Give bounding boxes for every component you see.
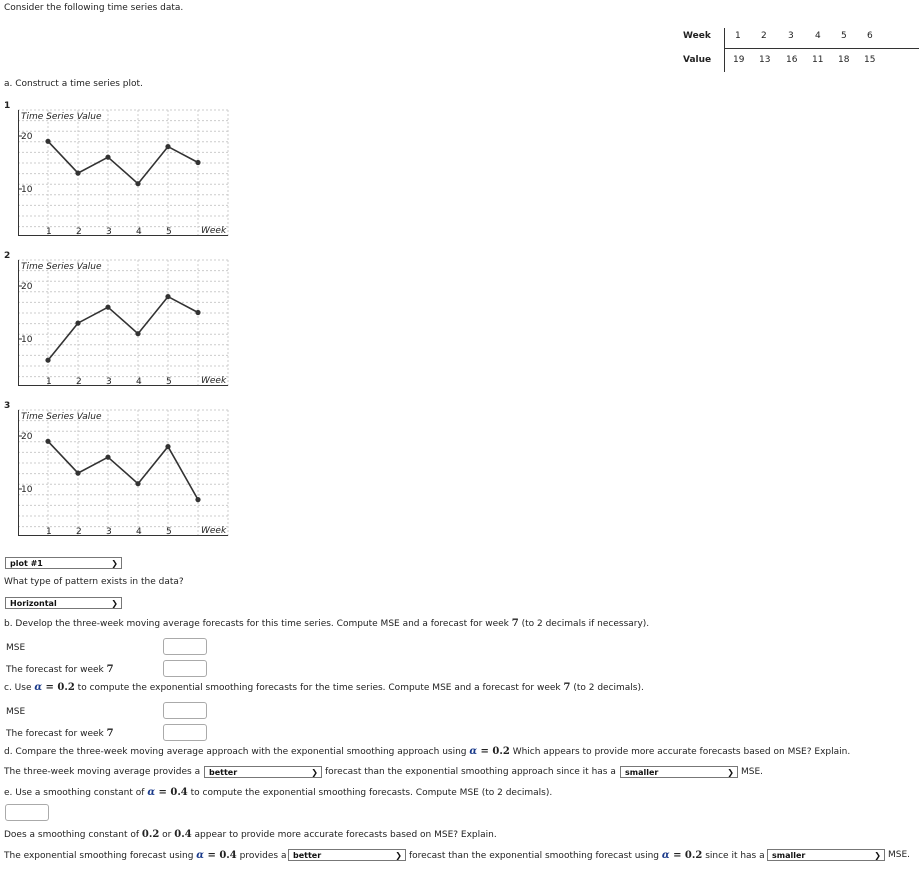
part-c-week: 7 xyxy=(563,682,571,693)
x-tick-label: 3 xyxy=(106,227,112,237)
alpha-value: = 0.4 xyxy=(155,787,188,798)
data-point xyxy=(105,305,110,310)
part-b-prompt-tail: (to 2 decimals if necessary). xyxy=(518,619,650,629)
part-c-mse-input[interactable] xyxy=(163,702,207,719)
part-e-accuracy-value: better xyxy=(293,851,322,860)
part-e-sentence-start xyxy=(4,850,286,861)
part-b-prompt xyxy=(4,618,649,629)
part-b-forecast-input[interactable] xyxy=(163,660,207,677)
table-week-cell: 5 xyxy=(841,31,847,41)
part-b-forecast-label xyxy=(6,664,114,675)
part-d-sentence-end: MSE. xyxy=(741,767,764,777)
x-tick-label: 1 xyxy=(46,227,52,237)
data-point xyxy=(135,481,140,486)
chevron-down-icon: ❯ xyxy=(311,768,318,777)
part-e-sentence-end: MSE. xyxy=(888,850,911,860)
x-tick-label: 1 xyxy=(46,527,52,537)
x-tick-label: 3 xyxy=(106,527,112,537)
data-point xyxy=(135,331,140,336)
part-d-accuracy-select[interactable] xyxy=(204,766,322,778)
table-value-cell: 18 xyxy=(838,55,850,65)
part-c-forecast-input[interactable] xyxy=(163,724,207,741)
part-e-mse-select[interactable] xyxy=(767,849,885,861)
part-d-mse-select[interactable] xyxy=(620,766,738,778)
plot-svg xyxy=(18,258,230,388)
table-value-cell: 13 xyxy=(759,55,771,65)
plot-title: Time Series Value xyxy=(21,112,102,122)
part-c-prompt-mid: to compute the exponential smoothing forecasts for the time series. Compute MSE and a forecast for week xyxy=(74,683,564,693)
time-series-plot-3[interactable] xyxy=(18,408,230,538)
alpha-symbol: α xyxy=(34,682,43,693)
table-week-cell: 6 xyxy=(867,31,873,41)
x-tick-label: 2 xyxy=(76,527,82,537)
x-tick-label: 5 xyxy=(166,527,172,537)
alpha-value: = 0.2 xyxy=(42,682,75,693)
alpha-symbol: α xyxy=(147,787,156,798)
part-e-sentence-mid xyxy=(409,850,765,861)
table-value-cell: 16 xyxy=(786,55,798,65)
x-tick-label: 4 xyxy=(136,377,142,387)
part-d-accuracy-value: better xyxy=(209,768,238,777)
series-line xyxy=(48,297,198,361)
x-tick-label: 4 xyxy=(136,527,142,537)
data-point xyxy=(75,471,80,476)
part-a-prompt: a. Construct a time series plot. xyxy=(4,79,143,89)
part-e-mse-input[interactable] xyxy=(5,804,49,821)
table-value-cell: 11 xyxy=(812,55,824,65)
alpha-value: = 0.2 xyxy=(669,850,703,861)
series-line xyxy=(48,441,198,499)
plot-choice-value: plot #1 xyxy=(10,559,43,568)
pattern-question: What type of pattern exists in the data? xyxy=(4,577,184,587)
x-tick-label: 5 xyxy=(166,377,172,387)
table-week-cell: 1 xyxy=(735,31,741,41)
table-divider-h xyxy=(724,48,919,49)
x-tick-label: 2 xyxy=(76,227,82,237)
data-point xyxy=(135,181,140,186)
plot-svg xyxy=(18,108,230,238)
part-c-prompt-text: c. Use xyxy=(4,683,35,693)
part-d-sentence-start: The three-week moving average provides a xyxy=(4,767,201,777)
x-axis-label: Week xyxy=(201,226,227,236)
part-e-question-text: Does a smoothing constant of xyxy=(4,830,142,840)
part-b-week: 7 xyxy=(511,618,519,629)
y-tick-label: 20 xyxy=(21,282,33,292)
x-tick-label: 1 xyxy=(46,377,52,387)
part-b-prompt-text: b. Develop the three-week moving average forecasts for this time series. Compute MSE and a forecast for week xyxy=(4,619,512,629)
part-d-prompt-text: d. Compare the three-week moving average approach with the exponential smoothing approach using xyxy=(4,747,470,757)
data-point xyxy=(45,139,50,144)
time-series-plot-2[interactable] xyxy=(18,258,230,388)
x-tick-label: 3 xyxy=(106,377,112,387)
chevron-down-icon: ❯ xyxy=(395,851,402,860)
alpha-symbol: α xyxy=(196,850,204,861)
intro-text: Consider the following time series data. xyxy=(4,3,184,13)
y-tick-label: 10 xyxy=(21,335,33,345)
part-c-forecast-label xyxy=(6,728,114,739)
data-point xyxy=(45,358,50,363)
table-row-label-week: Week xyxy=(683,31,711,41)
alpha-value: = 0.2 xyxy=(477,746,510,757)
part-c-prompt-tail: (to 2 decimals). xyxy=(570,683,644,693)
part-e-sentence-mid-text: forecast than the exponential smoothing forecast using xyxy=(409,851,662,861)
part-d-prompt-tail: Which appears to provide more accurate forecasts based on MSE? Explain. xyxy=(509,747,851,757)
plot-choice-select[interactable] xyxy=(5,557,122,569)
table-week-cell: 4 xyxy=(815,31,821,41)
part-b-mse-label: MSE xyxy=(6,643,26,653)
chevron-down-icon: ❯ xyxy=(111,559,118,568)
part-e-sentence-text: The exponential smoothing forecast using xyxy=(4,851,197,861)
part-b-forecast-week: 7 xyxy=(106,664,114,675)
pattern-select[interactable] xyxy=(5,597,122,609)
part-c-forecast-text: The forecast for week xyxy=(6,729,107,739)
alpha-value: = 0.4 xyxy=(204,850,237,861)
part-e-prompt xyxy=(4,787,552,798)
table-week-cell: 2 xyxy=(761,31,767,41)
data-point xyxy=(195,160,200,165)
part-d-prompt xyxy=(4,746,850,757)
alpha-option-1: 0.2 xyxy=(141,829,160,840)
part-e-sentence-provides: provides a xyxy=(236,851,287,861)
chevron-down-icon: ❯ xyxy=(727,768,734,777)
x-tick-label: 5 xyxy=(166,227,172,237)
data-point xyxy=(195,497,200,502)
data-point xyxy=(195,310,200,315)
table-row-label-value: Value xyxy=(683,55,712,65)
plot-title: Time Series Value xyxy=(21,412,102,422)
y-tick-label: 10 xyxy=(21,185,33,195)
plot-svg xyxy=(18,408,230,538)
table-value-cell: 19 xyxy=(733,55,745,65)
plot-title: Time Series Value xyxy=(21,262,102,272)
plot-number: 3 xyxy=(4,401,11,411)
part-d-mse-value: smaller xyxy=(625,768,659,777)
part-b-mse-input[interactable] xyxy=(163,638,207,655)
data-point xyxy=(165,144,170,149)
pattern-select-value: Horizontal xyxy=(10,599,57,608)
plot-number: 2 xyxy=(4,251,11,261)
part-e-question xyxy=(4,829,497,840)
part-c-mse-label: MSE xyxy=(6,707,26,717)
part-e-question-tail: appear to provide more accurate forecasts based on MSE? Explain. xyxy=(191,830,497,840)
part-e-mse-value: smaller xyxy=(772,851,806,860)
part-e-prompt-tail: to compute the exponential smoothing forecasts. Compute MSE (to 2 decimals). xyxy=(187,788,553,798)
part-c-prompt xyxy=(4,682,644,693)
table-week-cell: 3 xyxy=(788,31,794,41)
y-tick-label: 10 xyxy=(21,485,33,495)
data-point xyxy=(165,444,170,449)
data-point xyxy=(165,294,170,299)
time-series-plot-1[interactable] xyxy=(18,108,230,238)
table-divider-v xyxy=(724,28,725,72)
part-d-sentence-mid: forecast than the exponential smoothing approach since it has a xyxy=(325,767,616,777)
data-point xyxy=(75,321,80,326)
x-tick-label: 2 xyxy=(76,377,82,387)
table-value-cell: 15 xyxy=(864,55,876,65)
data-point xyxy=(105,155,110,160)
alpha-option-2: 0.4 xyxy=(174,829,192,840)
y-tick-label: 20 xyxy=(21,132,33,142)
chevron-down-icon: ❯ xyxy=(111,599,118,608)
data-point xyxy=(105,455,110,460)
data-point xyxy=(45,439,50,444)
part-e-accuracy-select[interactable] xyxy=(288,849,406,861)
plot-number: 1 xyxy=(4,101,11,111)
part-b-forecast-text: The forecast for week xyxy=(6,665,107,675)
alpha-symbol: α xyxy=(661,850,670,861)
part-e-sentence-mid-tail: since it has a xyxy=(702,851,765,861)
x-axis-label: Week xyxy=(201,376,227,386)
alpha-symbol: α xyxy=(469,746,478,757)
part-c-forecast-week: 7 xyxy=(106,728,114,739)
x-tick-label: 4 xyxy=(136,227,142,237)
x-axis-label: Week xyxy=(201,526,227,536)
part-e-prompt-text: e. Use a smoothing constant of xyxy=(4,788,148,798)
data-point xyxy=(75,171,80,176)
y-tick-label: 20 xyxy=(21,432,33,442)
chevron-down-icon: ❯ xyxy=(874,851,881,860)
part-e-question-or: or xyxy=(159,830,175,840)
